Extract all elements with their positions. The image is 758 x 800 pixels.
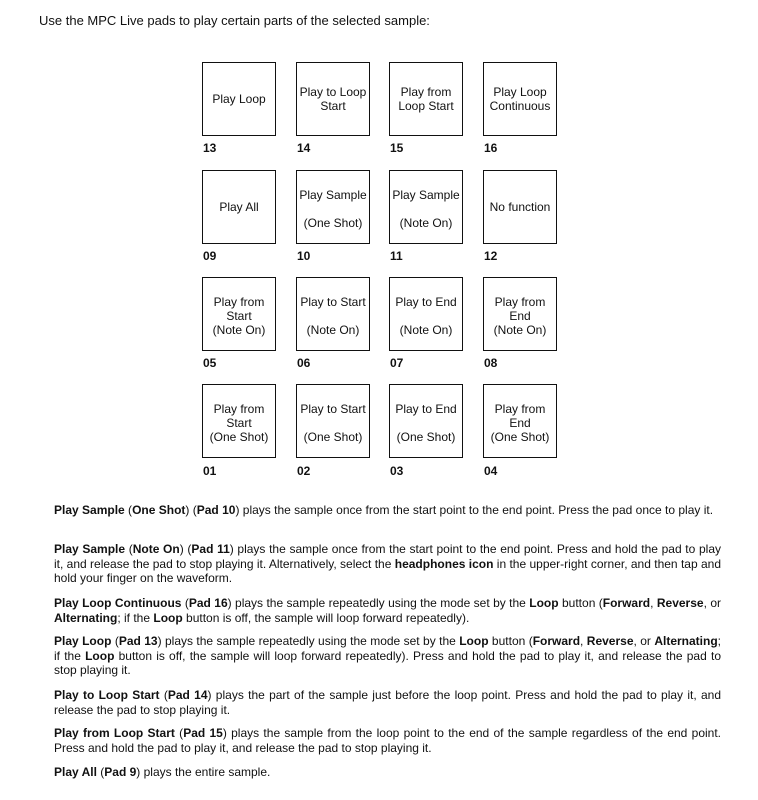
pad-04[interactable]: [483, 384, 557, 458]
pad-08-sub: (Note On): [493, 323, 547, 337]
pad-03-sub: (One Shot): [396, 430, 456, 444]
desc-play-all: Play All (Pad 9) plays the entire sample.: [54, 765, 271, 779]
pad-14-number: 14: [297, 141, 311, 155]
pad-09[interactable]: [202, 170, 276, 244]
pad-12-label: No function: [489, 200, 551, 214]
pad-05-label: Play from Start: [213, 295, 265, 323]
pad-08[interactable]: [483, 277, 557, 351]
pad-07[interactable]: [389, 277, 463, 351]
pad-15-label: Play from Loop Start: [398, 85, 454, 113]
pad-05[interactable]: [202, 277, 276, 351]
pad-06-sub: (Note On): [306, 323, 360, 337]
pad-13-number: 13: [203, 141, 217, 155]
pad-09-label: Play All: [219, 200, 259, 214]
pad-13-label: Play Loop: [212, 92, 266, 106]
pad-13[interactable]: [202, 62, 276, 136]
pad-01-sub: (One Shot): [209, 430, 269, 444]
pad-04-number: 04: [484, 464, 498, 478]
pad-02-number: 02: [297, 464, 311, 478]
pad-05-number: 05: [203, 356, 217, 370]
pad-09-number: 09: [203, 249, 217, 263]
desc-play-loop-continuous: Play Loop Continuous (Pad 16) plays the sample repeatedly using the mode set by the Loop button (Forward, Reverse, or Alternating; if the Loop button is off, the sample will loop forward repeatedly).: [54, 596, 721, 625]
pad-14[interactable]: [296, 62, 370, 136]
pad-03-label: Play to End: [395, 402, 457, 416]
pad-05-sub: (Note On): [212, 323, 266, 337]
pad-02[interactable]: [296, 384, 370, 458]
pad-16-label: Play Loop Continuous: [489, 85, 551, 113]
pad-01-label: Play from Start: [213, 402, 265, 430]
desc-play-to-loop-start: Play to Loop Start (Pad 14) plays the part of the sample just before the loop point. Press and hold the pad to play it, and release the pad to stop playing it.: [54, 688, 721, 717]
pad-02-sub: (One Shot): [303, 430, 363, 444]
pad-06-number: 06: [297, 356, 311, 370]
pad-10-sub: (One Shot): [303, 216, 363, 230]
pad-11[interactable]: [389, 170, 463, 244]
pad-06-label: Play to Start: [300, 295, 366, 309]
pad-12-number: 12: [484, 249, 498, 263]
pad-02-label: Play to Start: [300, 402, 366, 416]
pad-11-number: 11: [390, 249, 403, 263]
desc-play-sample-one-shot: Play Sample (One Shot) (Pad 10) plays the sample once from the start point to the end point. Press the pad once to play it.: [54, 503, 714, 517]
pad-15[interactable]: [389, 62, 463, 136]
pad-15-number: 15: [390, 141, 404, 155]
pad-12[interactable]: [483, 170, 557, 244]
pad-01[interactable]: [202, 384, 276, 458]
pad-03-number: 03: [390, 464, 404, 478]
pad-11-label: Play Sample: [392, 188, 460, 202]
pad-03[interactable]: [389, 384, 463, 458]
desc-play-sample-note-on: Play Sample (Note On) (Pad 11) plays the sample once from the start point to the end point. Press and hold the pad to play it, and release the pad to stop playing it. Alternatively, select the headphones icon in the upper-right corner, and then tap and hold your finger on the waveform.: [54, 542, 721, 585]
pad-04-sub: (One Shot): [490, 430, 550, 444]
pad-16[interactable]: [483, 62, 557, 136]
desc-play-from-loop-start: Play from Loop Start (Pad 15) plays the sample from the loop point to the end of the sample regardless of the end point. Press and hold the pad to play it, and release the pad to stop playing it.: [54, 726, 721, 755]
pad-07-label: Play to End: [395, 295, 457, 309]
intro-text: Use the MPC Live pads to play certain parts of the selected sample:: [39, 13, 430, 28]
pad-08-label: Play from End: [494, 295, 546, 323]
pad-10[interactable]: [296, 170, 370, 244]
pad-10-number: 10: [297, 249, 311, 263]
pad-06[interactable]: [296, 277, 370, 351]
pad-14-label: Play to Loop Start: [299, 85, 367, 113]
pad-04-label: Play from End: [494, 402, 546, 430]
pad-07-sub: (Note On): [399, 323, 453, 337]
pad-07-number: 07: [390, 356, 404, 370]
pad-10-label: Play Sample: [299, 188, 367, 202]
pad-16-number: 16: [484, 141, 498, 155]
desc-play-loop: Play Loop (Pad 13) plays the sample repeatedly using the mode set by the Loop button (Forward, Reverse, or Alternating; if the Loop button is off, the sample will loop forward repeatedly). Press and hold the pad to play it, and release the pad to stop playing it.: [54, 634, 722, 677]
pad-08-number: 08: [484, 356, 498, 370]
pad-01-number: 01: [203, 464, 217, 478]
pad-11-sub: (Note On): [399, 216, 453, 230]
